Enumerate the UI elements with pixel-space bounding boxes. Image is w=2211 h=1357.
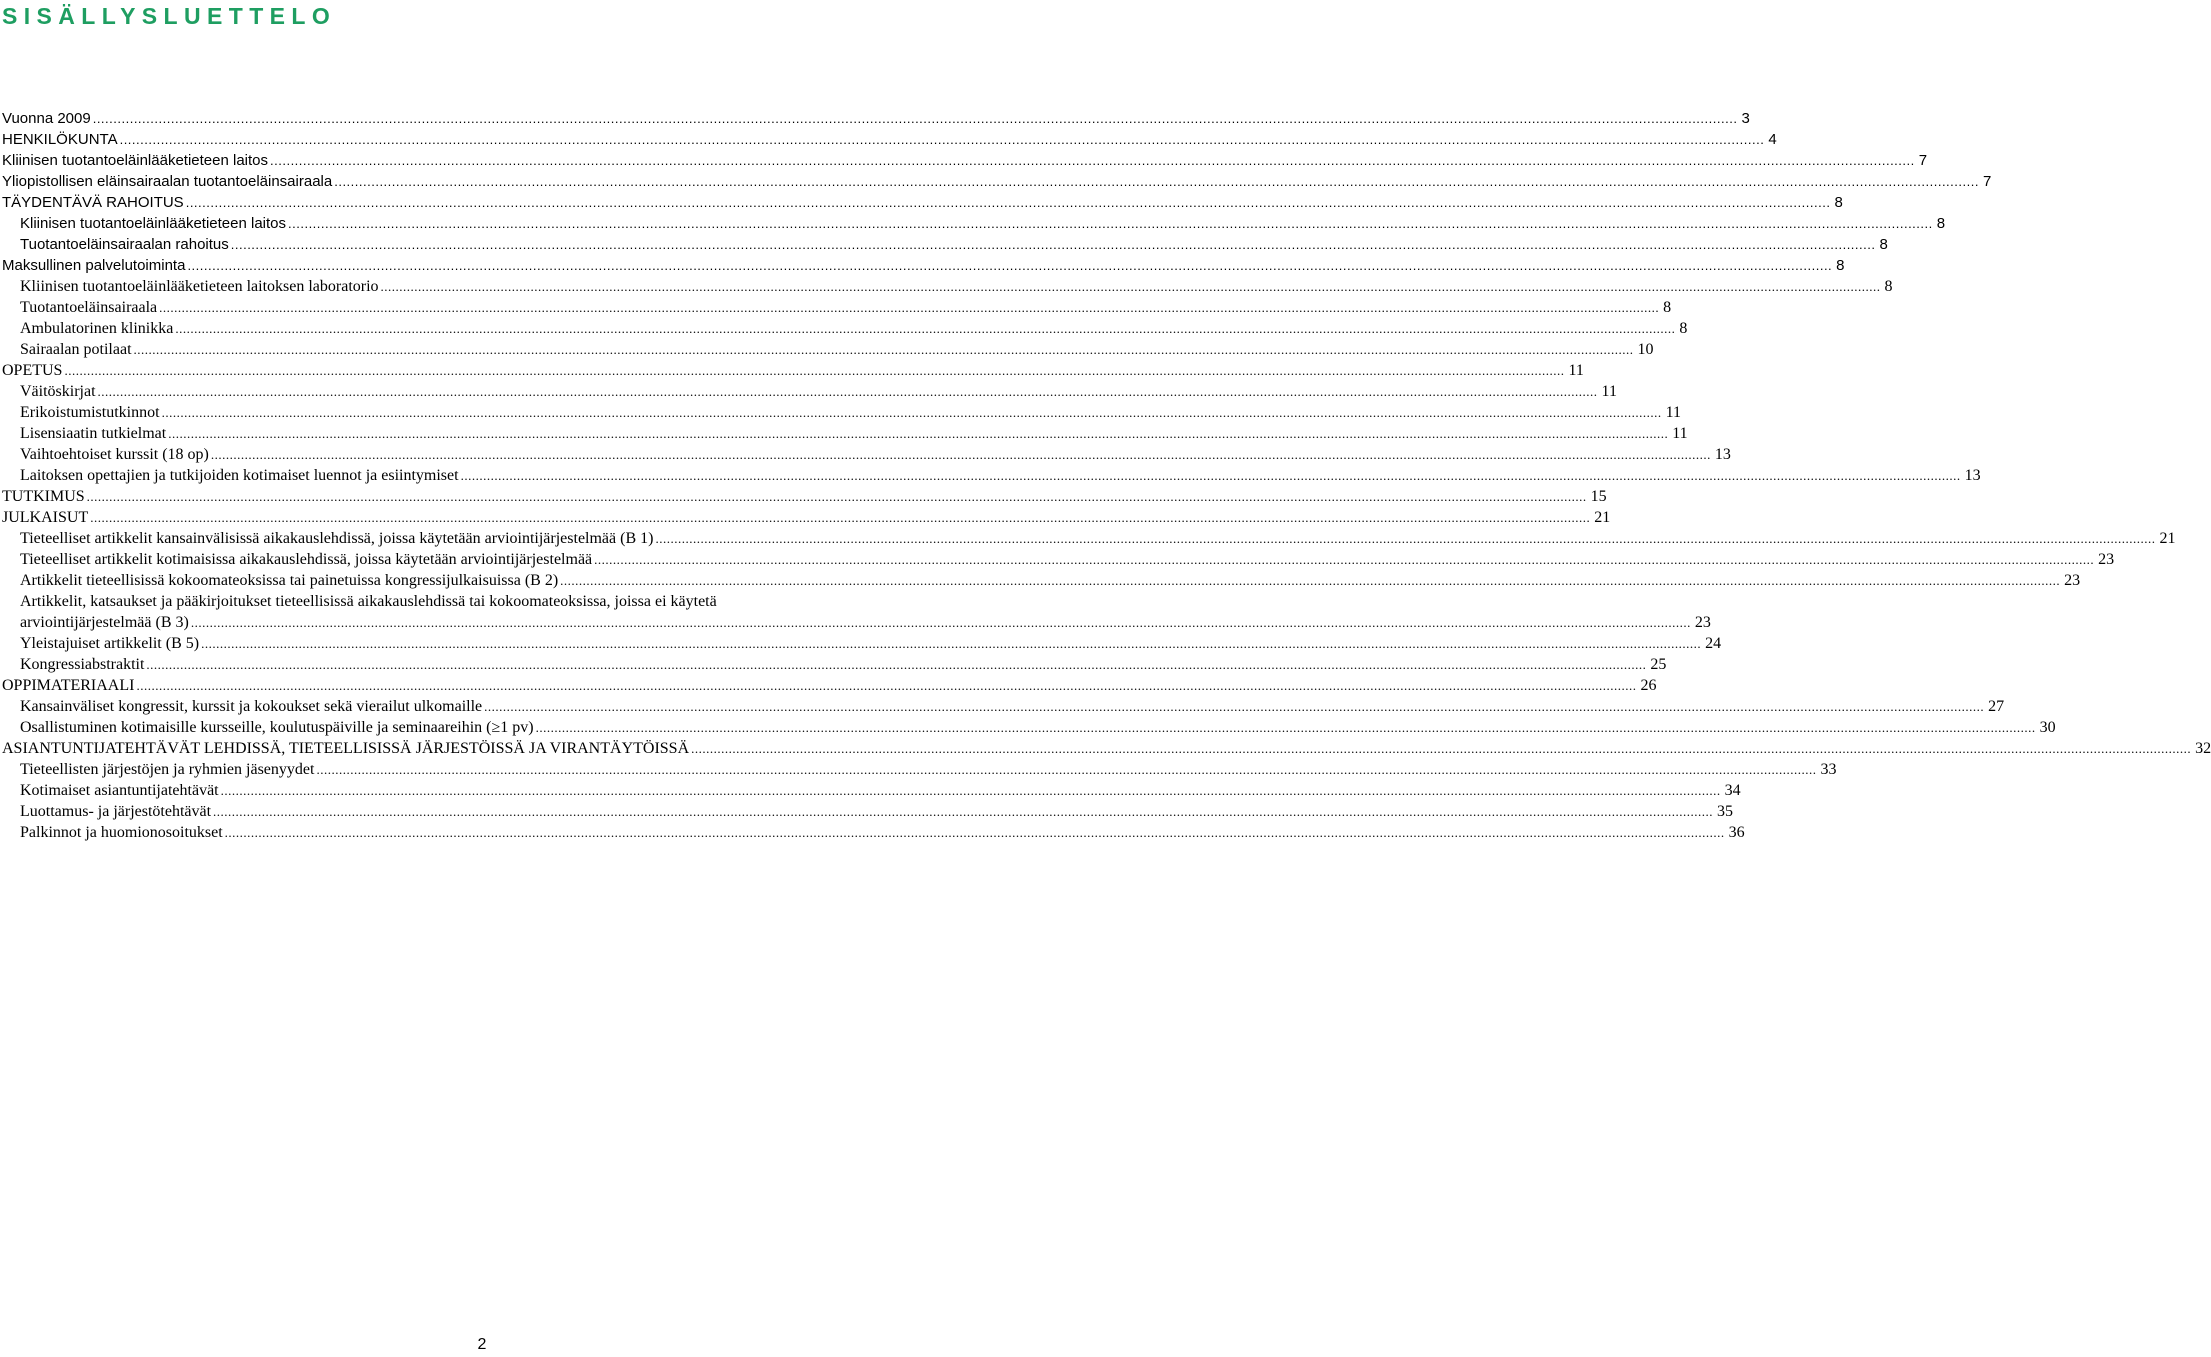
toc-entry-label: Tieteelliset artikkelit kotimaisissa aikakauslehdissä, joissa käytetään arviointijärjestelmää — [20, 551, 593, 568]
toc-entry-page: 8 — [1936, 215, 1946, 232]
toc-entry-label: Tieteellisten järjestöjen ja ryhmien jäsenyydet — [20, 761, 315, 778]
toc-entry-label: Kotimaiset asiantuntijatehtävät — [20, 782, 219, 799]
toc-entry-label: Tuotantoeläinsairaala — [20, 299, 158, 316]
toc-entry-leader-dots: ................................................................................................................................................................................................................................................................................................................................................................................................................ — [334, 174, 1979, 189]
toc-entry-label: Erikoistumistutkinnot — [20, 404, 160, 421]
toc-entry-page: 11 — [1665, 404, 1681, 421]
toc-entry-label: Ambulatorinen klinikka — [20, 320, 174, 337]
toc-entry-leader-dots: ................................................................................................................................................................................................................................................................................................................................................................................................................ — [220, 783, 1721, 798]
toc-entry-leader-dots: ................................................................................................................................................................................................................................................................................................................................................................................................................ — [210, 447, 1711, 462]
toc-entry-page: 34 — [1724, 782, 1741, 799]
toc-entry-leader-dots: ................................................................................................................................................................................................................................................................................................................................................................................................................ — [655, 531, 2156, 546]
toc-entry[interactable] — [0, 255, 1845, 276]
toc-entry-page: 11 — [1568, 362, 1584, 379]
toc-entry-leader-dots: ................................................................................................................................................................................................................................................................................................................................................................................................................ — [213, 804, 1714, 819]
toc-entry-leader-dots: ................................................................................................................................................................................................................................................................................................................................................................................................................ — [201, 636, 1702, 651]
toc-entry-label: arviointijärjestelmää (B 3) — [20, 614, 189, 631]
toc-entry-leader-dots: ................................................................................................................................................................................................................................................................................................................................................................................................................ — [460, 468, 1961, 483]
toc-entry[interactable] — [0, 129, 1777, 150]
document-title: SISÄLLYSLUETTELO — [2, 3, 337, 29]
toc-entry-label: Tieteelliset artikkelit kansainvälisissä aikakauslehdissä, joissa käytetään arviointijärjestelmää (B 1) — [20, 530, 654, 547]
toc-entry-leader-dots: ................................................................................................................................................................................................................................................................................................................................................................................................................ — [119, 132, 1765, 147]
toc-entry[interactable] — [0, 276, 1893, 297]
toc-entry[interactable] — [0, 318, 1688, 339]
toc-entry-page: 15 — [1590, 488, 1607, 505]
toc-entry-page: 21 — [1594, 509, 1611, 526]
toc-entry[interactable] — [0, 675, 1657, 696]
toc-entry[interactable] — [0, 108, 1750, 129]
table-of-contents — [0, 108, 2211, 843]
toc-entry[interactable] — [0, 696, 2005, 717]
toc-entry-page: 8 — [1836, 257, 1845, 274]
toc-entry-leader-dots: ................................................................................................................................................................................................................................................................................................................................................................................................................ — [270, 153, 1915, 168]
toc-entry-label: Vaihtoehtoiset kurssit (18 op) — [20, 446, 209, 463]
toc-entry-label: Artikkelit, katsaukset ja pääkirjoitukset tieteellisissä aikakauslehdissä tai kokoomateoksissa, joissa ei käytetä — [20, 593, 717, 610]
toc-entry-label: Vuonna 2009 — [2, 110, 91, 127]
toc-entry-page: 11 — [1601, 383, 1617, 400]
toc-entry-label: Kliinisen tuotantoeläinlääketieteen laitos — [20, 215, 287, 232]
toc-entry-page: 24 — [1705, 635, 1722, 652]
toc-entry-page: 33 — [1820, 761, 1837, 778]
toc-entry-label: Kliinisen tuotantoeläinlääketieteen laitos — [2, 152, 269, 169]
toc-entry[interactable] — [0, 717, 2056, 738]
toc-entry-leader-dots: ................................................................................................................................................................................................................................................................................................................................................................................................................ — [159, 300, 1660, 315]
toc-entry-leader-dots: ................................................................................................................................................................................................................................................................................................................................................................................................................ — [187, 258, 1833, 273]
toc-entry-page: 32 — [2195, 740, 2211, 757]
toc-entry-leader-dots: ................................................................................................................................................................................................................................................................................................................................................................................................................ — [484, 699, 1985, 714]
toc-entry-leader-dots: ................................................................................................................................................................................................................................................................................................................................................................................................................ — [175, 321, 1676, 336]
toc-entry-label: Maksullinen palvelutoiminta — [2, 257, 186, 274]
toc-entry-leader-dots: ................................................................................................................................................................................................................................................................................................................................................................................................................ — [133, 342, 1634, 357]
toc-entry-page: 13 — [1964, 467, 1981, 484]
toc-entry-label: Palkinnot ja huomionosoitukset — [20, 824, 223, 841]
toc-entry-leader-dots: ................................................................................................................................................................................................................................................................................................................................................................................................................ — [691, 741, 2192, 756]
toc-entry[interactable] — [0, 297, 1672, 318]
toc-entry-leader-dots: ................................................................................................................................................................................................................................................................................................................................................................................................................ — [224, 825, 1725, 840]
toc-entry-page: 26 — [1640, 677, 1657, 694]
toc-entry-page: 10 — [1637, 341, 1654, 358]
toc-entry[interactable] — [0, 360, 1584, 381]
toc-entry[interactable] — [0, 381, 1617, 402]
toc-entry[interactable] — [0, 654, 1667, 675]
toc-entry-page: 30 — [2039, 719, 2056, 736]
toc-entry-label: JULKAISUT — [2, 509, 89, 526]
toc-entry-page: 8 — [1884, 278, 1893, 295]
toc-entry-leader-dots: ................................................................................................................................................................................................................................................................................................................................................................................................................ — [146, 657, 1647, 672]
toc-entry-leader-dots: ................................................................................................................................................................................................................................................................................................................................................................................................................ — [190, 615, 1691, 630]
toc-entry[interactable] — [0, 486, 1607, 507]
toc-entry[interactable] — [0, 780, 1741, 801]
toc-entry-label: Kansainväliset kongressit, kurssit ja kokoukset sekä vierailut ulkomaille — [20, 698, 483, 715]
toc-entry-label: Osallistuminen kotimaisille kursseille, koulutuspäiville ja seminaareihin (≥1 pv) — [20, 719, 534, 736]
toc-entry[interactable] — [0, 822, 1745, 843]
toc-entry-label: HENKILÖKUNTA — [2, 131, 118, 148]
toc-entry-page: 21 — [2159, 530, 2176, 547]
toc-entry[interactable] — [0, 234, 1888, 255]
toc-entry-page: 25 — [1650, 656, 1667, 673]
toc-entry-label: Tuotantoeläinsairaalan rahoitus — [20, 236, 229, 253]
toc-entry[interactable] — [0, 423, 1688, 444]
toc-entry-leader-dots: ................................................................................................................................................................................................................................................................................................................................................................................................................ — [185, 195, 1831, 210]
toc-entry-page: 35 — [1717, 803, 1734, 820]
page-number: 2 — [477, 1336, 487, 1353]
toc-entry[interactable] — [0, 171, 1992, 192]
toc-entry[interactable] — [0, 612, 1711, 633]
toc-entry-label: Lisensiaatin tutkielmat — [20, 425, 167, 442]
toc-entry-page: 8 — [1834, 194, 1843, 211]
toc-entry-leader-dots: ................................................................................................................................................................................................................................................................................................................................................................................................................ — [288, 216, 1933, 231]
toc-entry-leader-dots: ................................................................................................................................................................................................................................................................................................................................................................................................................ — [136, 678, 1637, 693]
toc-entry-leader-dots: ................................................................................................................................................................................................................................................................................................................................................................................................................ — [168, 426, 1669, 441]
toc-entry-leader-dots: ................................................................................................................................................................................................................................................................................................................................................................................................................ — [560, 573, 2061, 588]
toc-entry-leader-dots: ................................................................................................................................................................................................................................................................................................................................................................................................................ — [161, 405, 1662, 420]
toc-entry-page: 4 — [1768, 131, 1777, 148]
toc-entry-leader-dots: ................................................................................................................................................................................................................................................................................................................................................................................................................ — [90, 510, 1591, 525]
toc-entry[interactable] — [0, 402, 1681, 423]
toc-entry-label: Yliopistollisen eläinsairaalan tuotantoeläinsairaala — [2, 173, 333, 190]
toc-entry-label: Kliinisen tuotantoeläinlääketieteen laitoksen laboratorio — [20, 278, 379, 295]
toc-entry[interactable] — [0, 339, 1654, 360]
toc-entry[interactable] — [0, 549, 2115, 570]
toc-entry-leader-dots: ................................................................................................................................................................................................................................................................................................................................................................................................................ — [594, 552, 2095, 567]
toc-entry-page: 13 — [1714, 446, 1731, 463]
toc-entry[interactable] — [0, 507, 1611, 528]
toc-entry-leader-dots: ................................................................................................................................................................................................................................................................................................................................................................................................................ — [380, 279, 1881, 294]
toc-entry-leader-dots: ................................................................................................................................................................................................................................................................................................................................................................................................................ — [86, 489, 1587, 504]
toc-entry[interactable] — [0, 738, 2211, 759]
toc-entry-label: OPETUS — [2, 362, 63, 379]
toc-entry-page: 23 — [1694, 614, 1711, 631]
toc-entry-page: 8 — [1679, 320, 1688, 337]
toc-entry-leader-dots: ................................................................................................................................................................................................................................................................................................................................................................................................................ — [230, 237, 1876, 252]
toc-entry[interactable] — [0, 591, 960, 612]
toc-entry-label: TÄYDENTÄVÄ RAHOITUS — [2, 194, 184, 211]
toc-entry-label: Kongressiabstraktit — [20, 656, 145, 673]
toc-entry-label: OPPIMATERIAALI — [2, 677, 135, 694]
toc-entry[interactable] — [0, 633, 1722, 654]
toc-entry-label: Väitöskirjat — [20, 383, 96, 400]
toc-entry-label: Laitoksen opettajien ja tutkijoiden kotimaiset luennot ja esiintymiset — [20, 467, 459, 484]
toc-entry-page: 8 — [1879, 236, 1888, 253]
toc-entry-page: 3 — [1741, 110, 1750, 127]
toc-entry[interactable] — [0, 759, 1837, 780]
toc-entry-label: Yleistajuiset artikkelit (B 5) — [20, 635, 200, 652]
toc-entry-label: Sairaalan potilaat — [20, 341, 132, 358]
toc-entry-page: 7 — [1982, 173, 1992, 190]
toc-entry[interactable] — [0, 570, 2081, 591]
toc-entry-leader-dots: ................................................................................................................................................................................................................................................................................................................................................................................................................ — [64, 363, 1565, 378]
toc-entry[interactable] — [0, 213, 1946, 234]
toc-entry[interactable] — [0, 528, 2176, 549]
toc-entry[interactable] — [0, 192, 1843, 213]
toc-entry-page: 36 — [1728, 824, 1745, 841]
toc-entry-page: 11 — [1672, 425, 1688, 442]
toc-entry-leader-dots: ................................................................................................................................................................................................................................................................................................................................................................................................................ — [535, 720, 2036, 735]
toc-entry-leader-dots: ................................................................................................................................................................................................................................................................................................................................................................................................................ — [97, 384, 1598, 399]
toc-entry[interactable] — [0, 465, 1981, 486]
toc-entry[interactable] — [0, 150, 1928, 171]
toc-entry-page: 7 — [1918, 152, 1928, 169]
toc-entry-label: Luottamus- ja järjestötehtävät — [20, 803, 212, 820]
toc-entry-page: 23 — [2064, 572, 2081, 589]
toc-entry-page: 23 — [2098, 551, 2115, 568]
toc-entry-leader-dots: ................................................................................................................................................................................................................................................................................................................................................................................................................ — [316, 762, 1817, 777]
toc-entry-page: 27 — [1988, 698, 2005, 715]
toc-entry-page: 8 — [1663, 299, 1672, 316]
toc-entry-label: TUTKIMUS — [2, 488, 85, 505]
toc-entry[interactable] — [0, 801, 1734, 822]
toc-entry-label: ASIANTUNTIJATEHTÄVÄT LEHDISSÄ, TIETEELLISISSÄ JÄRJESTÖISSÄ JA VIRANTÄYTÖISSÄ — [2, 740, 690, 757]
toc-entry-label: Artikkelit tieteellisissä kokoomateoksissa tai painetuissa kongressijulkaisuissa (B 2) — [20, 572, 559, 589]
toc-entry-leader-dots: ................................................................................................................................................................................................................................................................................................................................................................................................................ — [92, 111, 1738, 126]
toc-entry[interactable] — [0, 444, 1731, 465]
